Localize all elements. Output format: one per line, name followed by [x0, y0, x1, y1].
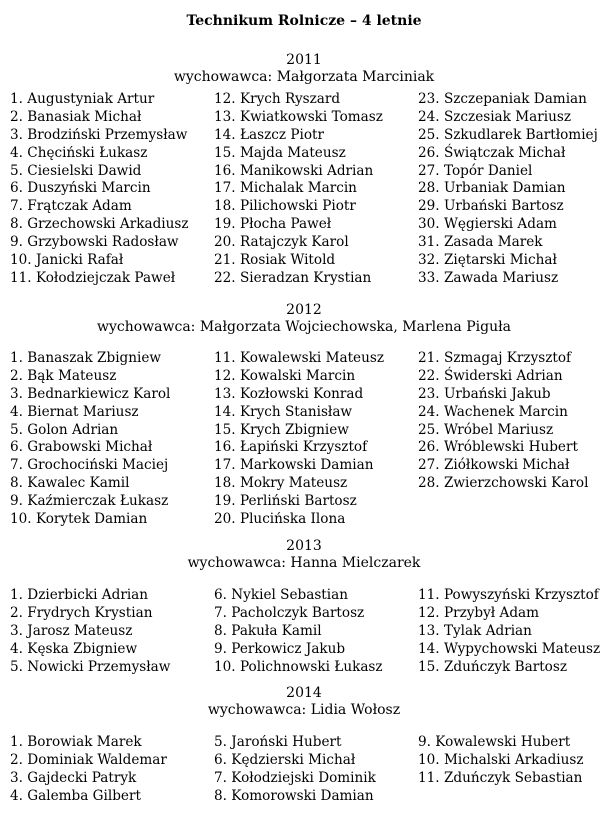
student-entry: 16. Łapiński Krzysztof	[214, 439, 368, 456]
student-entry: 15. Majda Mateusz	[214, 144, 346, 161]
student-entry: 7. Grochociński Maciej	[10, 457, 169, 474]
student-entry: 13. Tylak Adrian	[418, 622, 532, 639]
student-entry: 9. Perkowicz Jakub	[214, 640, 346, 657]
student-entry: 26. Świątczak Michał	[418, 144, 566, 161]
student-entry: 27. Topór Daniel	[418, 162, 533, 179]
student-entry: 6. Duszyński Marcin	[10, 180, 151, 197]
student-entry: 5. Jaroński Hubert	[214, 734, 342, 750]
student-entry: 2. Frydrych Krystian	[10, 604, 153, 621]
student-entry: 28. Zwierzchowski Karol	[418, 475, 589, 492]
student-column-1	[10, 91, 210, 288]
student-entry: 10. Korytek Damian	[10, 511, 148, 528]
student-entry: 5. Nowicki Przemysław	[10, 658, 171, 675]
page-title: Technikum Rolnicze – 4 letnie	[186, 13, 422, 29]
student-entry: 8. Pakuła Kamil	[214, 622, 322, 639]
student-entry: 14. Łaszcz Piotr	[214, 126, 325, 143]
class-section-2012	[0, 302, 608, 528]
student-entry: 8. Grzechowski Arkadiusz	[10, 216, 189, 233]
student-entry: 13. Kozłowski Konrad	[214, 385, 364, 402]
student-entry: 20. Plucińska Ilona	[214, 511, 346, 528]
student-entry: 30. Węgierski Adam	[418, 216, 557, 233]
student-entry: 22. Sieradzan Krystian	[214, 269, 372, 286]
student-entry: 29. Urbański Bartosz	[418, 198, 564, 215]
student-entry: 2. Banasiak Michał	[10, 108, 142, 125]
student-entry: 7. Pacholczyk Bartosz	[214, 604, 365, 621]
student-column-1	[10, 587, 210, 676]
student-column-2	[214, 587, 414, 676]
student-entry: 32. Ziętarski Michał	[418, 252, 557, 269]
student-entry: 10. Janicki Rafał	[10, 252, 124, 269]
student-entry: 3. Bednarkiewicz Karol	[10, 385, 171, 402]
student-entry: 3. Gajdecki Patryk	[10, 769, 137, 786]
student-entry: 1. Borowiak Marek	[10, 734, 142, 750]
student-entry: 24. Szczesiak Mariusz	[418, 108, 571, 125]
student-entry: 12. Przybył Adam	[418, 604, 540, 621]
student-entry: 5. Ciesielski Dawid	[10, 162, 142, 179]
student-column-3	[418, 91, 608, 288]
student-entry: 31. Zasada Marek	[418, 234, 543, 251]
class-section-2011	[0, 52, 608, 286]
student-entry: 14. Wypychowski Mateusz	[418, 640, 601, 657]
student-entry: 3. Brodziński Przemysław	[10, 126, 188, 143]
student-entry: 18. Pilichowski Piotr	[214, 198, 356, 215]
student-entry: 21. Rosiak Witold	[214, 252, 336, 269]
student-entry: 7. Kołodziejski Dominik	[214, 769, 376, 786]
student-entry: 17. Markowski Damian	[214, 457, 374, 474]
student-entry: 20. Ratajczyk Karol	[214, 234, 349, 251]
section-year: 2011	[286, 52, 322, 68]
student-entry: 12. Kowalski Marcin	[214, 367, 356, 384]
student-entry: 7. Frątczak Adam	[10, 198, 132, 215]
student-entry: 12. Krych Ryszard	[214, 91, 341, 107]
student-entry: 2. Bąk Mateusz	[10, 367, 117, 384]
student-entry: 14. Krych Stanisław	[214, 403, 353, 420]
class-section-2014	[0, 685, 608, 804]
student-column-3	[418, 587, 608, 676]
student-entry: 11. Powyszyński Krzysztof	[418, 587, 599, 603]
student-column-1	[10, 734, 210, 806]
section-year: 2014	[286, 685, 322, 701]
student-entry: 28. Urbaniak Damian	[418, 180, 566, 197]
student-entry: 11. Zduńczyk Sebastian	[418, 769, 583, 786]
student-entry: 19. Perliński Bartosz	[214, 493, 357, 510]
student-entry: 15. Zduńczyk Bartosz	[418, 658, 567, 675]
student-entry: 25. Wróbel Mariusz	[418, 421, 554, 438]
student-entry: 9. Grzybowski Radosław	[10, 234, 179, 251]
student-entry: 22. Świderski Adrian	[418, 367, 563, 384]
student-entry: 2. Dominiak Waldemar	[10, 751, 167, 768]
student-entry: 9. Kowalewski Hubert	[418, 734, 571, 750]
student-entry: 1. Dzierbicki Adrian	[10, 587, 149, 603]
student-entry: 11. Kołodziejczak Paweł	[10, 269, 176, 286]
section-teacher: wychowawca: Lidia Wołosz	[207, 702, 401, 718]
student-entry: 6. Grabowski Michał	[10, 439, 153, 456]
student-entry: 1. Augustyniak Artur	[10, 91, 155, 107]
student-column-2	[214, 350, 414, 529]
section-year: 2013	[286, 538, 322, 554]
student-entry: 4. Biernat Mariusz	[10, 403, 139, 420]
student-column-1	[10, 350, 210, 529]
student-entry: 13. Kwiatkowski Tomasz	[214, 108, 383, 125]
student-entry: 17. Michalak Marcin	[214, 180, 357, 197]
section-year: 2012	[286, 302, 322, 318]
student-entry: 6. Kędzierski Michał	[214, 751, 356, 768]
student-entry: 18. Mokry Mateusz	[214, 475, 348, 492]
student-entry: 25. Szkudlarek Bartłomiej	[418, 126, 598, 143]
student-entry: 10. Michalski Arkadiusz	[418, 751, 584, 768]
class-section-2013	[0, 538, 608, 675]
student-entry: 24. Wachenek Marcin	[418, 403, 568, 420]
student-column-3	[418, 350, 608, 493]
student-entry: 21. Szmagaj Krzysztof	[418, 350, 572, 366]
student-entry: 5. Golon Adrian	[10, 421, 119, 438]
student-entry: 4. Chęciński Łukasz	[10, 144, 148, 161]
student-entry: 6. Nykiel Sebastian	[214, 587, 348, 603]
student-entry: 4. Galemba Gilbert	[10, 787, 141, 804]
student-column-2	[214, 91, 414, 288]
student-entry: 8. Komorowski Damian	[214, 787, 374, 804]
section-teacher: wychowawca: Małgorzata Wojciechowska, Marlena Piguła	[96, 319, 511, 335]
student-entry: 33. Zawada Mariusz	[418, 269, 559, 286]
student-entry: 19. Płocha Paweł	[214, 216, 332, 233]
student-entry: 26. Wróblewski Hubert	[418, 439, 578, 456]
section-teacher: wychowawca: Hanna Mielczarek	[187, 555, 421, 571]
student-entry: 9. Kaźmierczak Łukasz	[10, 493, 169, 510]
student-entry: 4. Kęska Zbigniew	[10, 640, 138, 657]
student-entry: 10. Polichnowski Łukasz	[214, 658, 383, 675]
student-column-2	[214, 734, 414, 806]
student-entry: 15. Krych Zbigniew	[214, 421, 349, 438]
student-entry: 8. Kawalec Kamil	[10, 475, 130, 492]
student-entry: 3. Jarosz Mateusz	[10, 622, 133, 639]
student-entry: 16. Manikowski Adrian	[214, 162, 374, 179]
student-entry: 11. Kowalewski Mateusz	[214, 350, 384, 366]
student-entry: 23. Szczepaniak Damian	[418, 91, 587, 107]
student-entry: 27. Ziółkowski Michał	[418, 457, 570, 474]
student-column-3	[418, 734, 608, 788]
section-teacher: wychowawca: Małgorzata Marciniak	[173, 69, 435, 85]
student-entry: 1. Banaszak Zbigniew	[10, 350, 162, 366]
student-entry: 23. Urbański Jakub	[418, 385, 551, 402]
